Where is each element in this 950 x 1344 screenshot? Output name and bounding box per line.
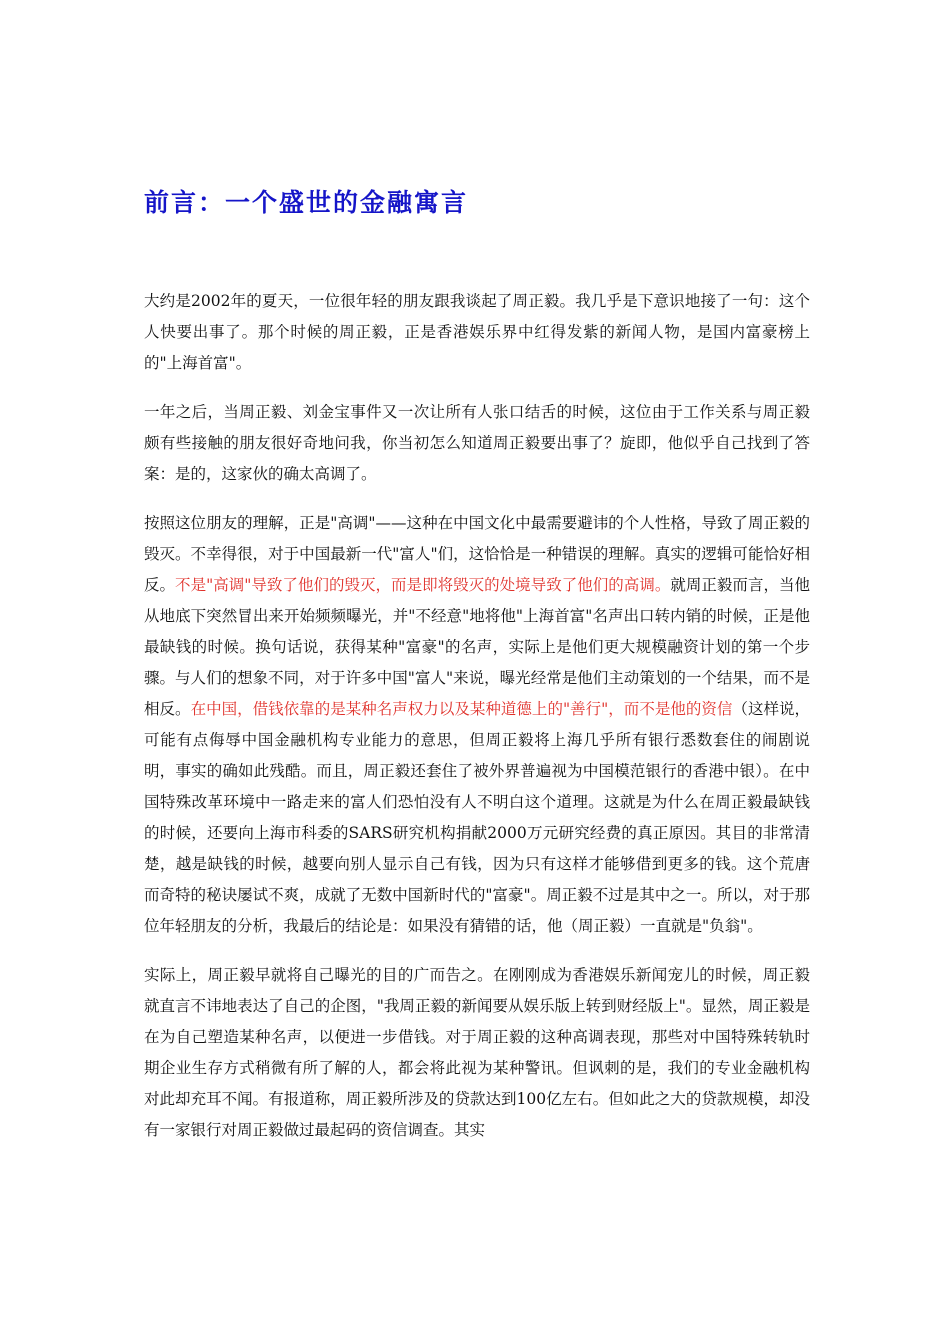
- paragraph: [144, 960, 810, 1146]
- highlighted-text: 不是"高调"导致了他们的毁灭，而是即将毁灭的处境导致了他们的高调。: [175, 576, 671, 594]
- paragraph-text: 按照这位朋友的理解，正是"高调"——这种在中国文化中最需要避讳的个人性格，导致了周正毅的毁灭。不幸得很，对于中国最新一代"富人"们，这恰恰是一种错误的理解。真实的逻辑可能恰好相反。: [144, 514, 810, 594]
- paragraph: [144, 286, 810, 379]
- paragraph-text: 就周正毅而言，当他从地底下突然冒出来开始频频曝光，并"不经意"地将他"上海首富"名声出口转内销的时候，正是他最缺钱的时候。换句话说，获得某种"富豪"的名声，实际上是他们更大规模融资计划的第一个步骤。与人们的想象不同，对于许多中国"富人"来说，曝光经常是他们主动策划的一个结果，而不是相反。: [144, 576, 810, 718]
- paragraph-text: （这样说，可能有点侮辱中国金融机构专业能力的意思，但周正毅将上海几乎所有银行悉数套住的闹剧说明，事实的确如此残酷。而且，周正毅还套住了被外界普遍视为中国模范银行的香港中银）。在中国特殊改革环境中一路走来的富人们恐怕没有人不明白这个道理。这就是为什么在周正毅最缺钱的时候，还要向上海市科委的SARS研究机构捐献2000万元研究经费的真正原因。其目的非常清楚，越是缺钱的时候，越要向别人显示自己有钱，因为只有这样才能够借到更多的钱。这个荒唐而奇特的秘诀屡试不爽，成就了无数中国新时代的"富豪"。周正毅不过是其中之一。所以，对于那位年轻朋友的分析，我最后的结论是：如果没有猜错的话，他（周正毅）一直就是"负翁"。: [144, 700, 810, 935]
- highlighted-text: 在中国，借钱依靠的是某种名声权力以及某种道德上的"善行"，而不是他的资信: [190, 700, 733, 718]
- paragraph-text: 大约是2002年的夏天，一位很年轻的朋友跟我谈起了周正毅。我几乎是下意识地接了一句：这个人快要出事了。那个时候的周正毅，正是香港娱乐界中红得发紫的新闻人物，是国内富豪榜上的"上海首富"。: [144, 292, 810, 372]
- page-title: 前言：一个盛世的金融寓言: [144, 188, 469, 217]
- paragraph: [144, 508, 810, 942]
- paragraph-text: 实际上，周正毅早就将自己曝光的目的广而告之。在刚刚成为香港娱乐新闻宠儿的时候，周正毅就直言不讳地表达了自己的企图，"我周正毅的新闻要从娱乐版上转到财经版上"。显然，周正毅是在为自己塑造某种名声，以便进一步借钱。对于周正毅的这种高调表现，那些对中国特殊转轨时期企业生存方式稍微有所了解的人，都会将此视为某种警讯。但讽刺的是，我们的专业金融机构对此却充耳不闻。有报道称，周正毅所涉及的贷款达到100亿左右。但如此之大的贷款规模，却没有一家银行对周正毅做过最起码的资信调查。其实: [144, 966, 810, 1139]
- paragraph-text: 一年之后，当周正毅、刘金宝事件又一次让所有人张口结舌的时候，这位由于工作关系与周正毅颇有些接触的朋友很好奇地问我，你当初怎么知道周正毅要出事了？旋即，他似乎自己找到了答案：是的，这家伙的确太高调了。: [144, 403, 810, 483]
- paragraph: [144, 397, 810, 490]
- document-body: [144, 286, 810, 1164]
